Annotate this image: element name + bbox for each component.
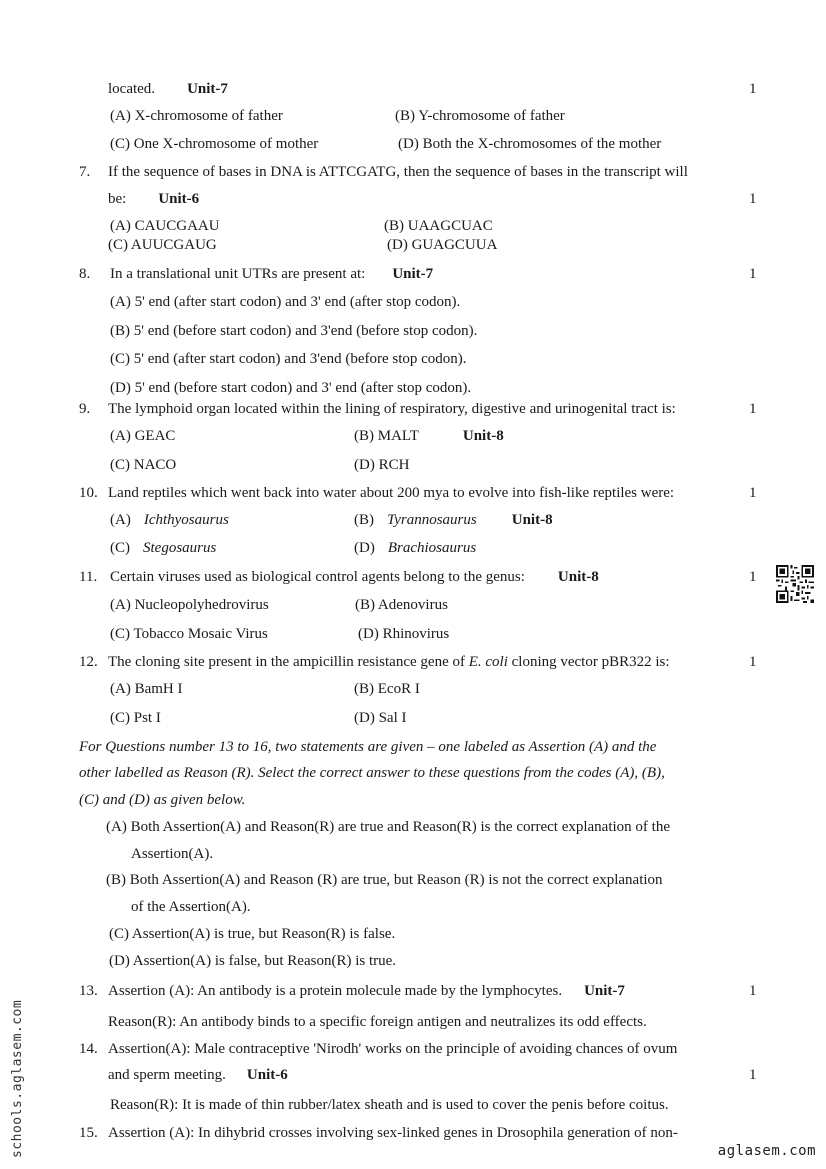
q7-option-d: (D) GUAGCUUA — [387, 237, 498, 253]
q13-assertion: Assertion (A): An antibody is a protein molecule made by the lymphocytes. Unit-7 — [108, 983, 625, 999]
q11-option-d: (D) Rhinovirus — [358, 626, 450, 642]
q15-assertion: Assertion (A): In dihybrid crosses involving sex-linked genes in Drosophila generation of non- — [108, 1125, 678, 1141]
q7-option-c: (C) AUUCGAUG — [108, 237, 217, 253]
q6-option-d: (D) Both the X-chromosomes of the mother — [398, 136, 662, 152]
q11-option-a: (A) Nucleopolyhedrovirus — [110, 597, 269, 613]
q13-number: 13. — [79, 983, 98, 999]
q7-option-a: (A) CAUCGAAU — [110, 218, 220, 234]
q14-number: 14. — [79, 1041, 98, 1057]
q9-marks: 1 — [749, 401, 757, 417]
q10-option-b: (B) Tyrannosaurus Unit-8 — [354, 512, 553, 528]
code-b: (B) Both Assertion(A) and Reason (R) are true, but Reason (R) is not the correct explanation — [106, 872, 663, 888]
q9-option-c: (C) NACO — [110, 457, 177, 473]
q11-option-c: (C) Tobacco Mosaic Virus — [110, 626, 268, 642]
q9-number: 9. — [79, 401, 91, 417]
q7-text: If the sequence of bases in DNA is ATTCGATG, then the sequence of bases in the transcript will — [108, 164, 688, 180]
q9-option-a: (A) GEAC — [110, 428, 176, 444]
q9-text: The lymphoid organ located within the lining of respiratory, digestive and urinogenital tract is: — [108, 401, 676, 417]
q7-option-b: (B) UAAGCUAC — [384, 218, 493, 234]
q6-option-c: (C) One X-chromosome of mother — [110, 136, 319, 152]
q14-unit: Unit-6 — [246, 1067, 288, 1083]
q13-unit: Unit-7 — [584, 983, 625, 999]
q14-assertion: Assertion(A): Male contraceptive 'Nirodh' works on the principle of avoiding chances of ovum — [108, 1041, 678, 1057]
q12-number: 12. — [79, 654, 98, 670]
q8-option-a: (A) 5' end (after start codon) and 3' end (after stop codon). — [110, 294, 461, 310]
q10-unit: Unit-8 — [511, 512, 553, 528]
q10-option-c: (C) Stegosaurus — [110, 540, 217, 556]
q6-text: located. Unit-7 — [108, 81, 228, 97]
q13-reason: Reason(R): An antibody binds to a specific foreign antigen and neutralizes its odd effects. — [108, 1014, 647, 1030]
code-c: (C) Assertion(A) is true, but Reason(R) is false. — [109, 926, 396, 942]
q12-option-d: (D) Sal I — [354, 710, 407, 726]
side-watermark: schools.aglasem.com — [10, 999, 25, 1158]
q6-option-a: (A) X-chromosome of father — [110, 108, 283, 124]
q7-marks: 1 — [749, 191, 757, 207]
code-b-cont: of the Assertion(A). — [131, 899, 251, 915]
qr-code-icon[interactable] — [776, 565, 814, 603]
q14-assertion-cont: and sperm meeting. Unit-6 — [108, 1067, 288, 1083]
q10-text: Land reptiles which went back into water about 200 mya to evolve into fish-like reptiles were: — [108, 485, 675, 501]
q10-option-d: (D) Brachiosaurus — [354, 540, 477, 556]
q12-option-a: (A) BamH I — [110, 681, 183, 697]
q10-option-a: (A) Ichthyosaurus — [110, 512, 229, 528]
q8-marks: 1 — [749, 266, 757, 282]
q12-option-c: (C) Pst I — [110, 710, 161, 726]
q12-marks: 1 — [749, 654, 757, 670]
q9-option-b: (B) MALT Unit-8 — [354, 428, 504, 444]
code-d: (D) Assertion(A) is false, but Reason(R) is true. — [109, 953, 397, 969]
q7-unit: Unit-6 — [158, 191, 200, 207]
q7-number: 7. — [79, 164, 91, 180]
q12-option-b: (B) EcoR I — [354, 681, 420, 697]
q8-number: 8. — [79, 266, 91, 282]
q6-marks: 1 — [749, 81, 757, 97]
q6-unit: Unit-7 — [187, 81, 228, 97]
q15-number: 15. — [79, 1125, 98, 1141]
q11-option-b: (B) Adenovirus — [355, 597, 448, 613]
q11-number: 11. — [79, 569, 98, 585]
q10-marks: 1 — [749, 485, 757, 501]
instructions-line-3: (C) and (D) as given below. — [79, 792, 246, 808]
q11-marks: 1 — [749, 569, 757, 585]
q12-text: The cloning site present in the ampicillin resistance gene of E. coli cloning vector pBR322 is: — [108, 654, 670, 670]
q9-unit: Unit-8 — [462, 428, 504, 444]
code-a: (A) Both Assertion(A) and Reason(R) are true and Reason(R) is the correct explanation of the — [106, 819, 670, 835]
q11-text: Certain viruses used as biological control agents belong to the genus: Unit-8 — [110, 569, 599, 585]
q6-option-b: (B) Y-chromosome of father — [395, 108, 565, 124]
q7-text-cont: be: Unit-6 — [108, 191, 200, 207]
q11-unit: Unit-8 — [557, 569, 599, 585]
q14-marks: 1 — [749, 1067, 757, 1083]
q9-option-d: (D) RCH — [354, 457, 410, 473]
q8-option-d: (D) 5' end (before start codon) and 3' end (after stop codon). — [110, 380, 472, 396]
instructions-line-2: other labelled as Reason (R). Select the correct answer to these questions from the codes (A), (B), — [79, 765, 665, 781]
q8-option-c: (C) 5' end (after start codon) and 3'end (before stop codon). — [110, 351, 467, 367]
q13-marks: 1 — [749, 983, 757, 999]
code-a-cont: Assertion(A). — [131, 846, 214, 862]
q8-text: In a translational unit UTRs are present at: Unit-7 — [110, 266, 434, 282]
q8-unit: Unit-7 — [392, 266, 434, 282]
footer-watermark: aglasem.com — [717, 1143, 816, 1159]
instructions-line-1: For Questions number 13 to 16, two statements are given – one labeled as Assertion (A) and the — [79, 739, 657, 755]
q8-option-b: (B) 5' end (before start codon) and 3'end (before stop codon). — [110, 323, 478, 339]
q10-number: 10. — [79, 485, 98, 501]
q14-reason: Reason(R): It is made of thin rubber/latex sheath and is used to cover the penis before coitus. — [110, 1097, 669, 1113]
